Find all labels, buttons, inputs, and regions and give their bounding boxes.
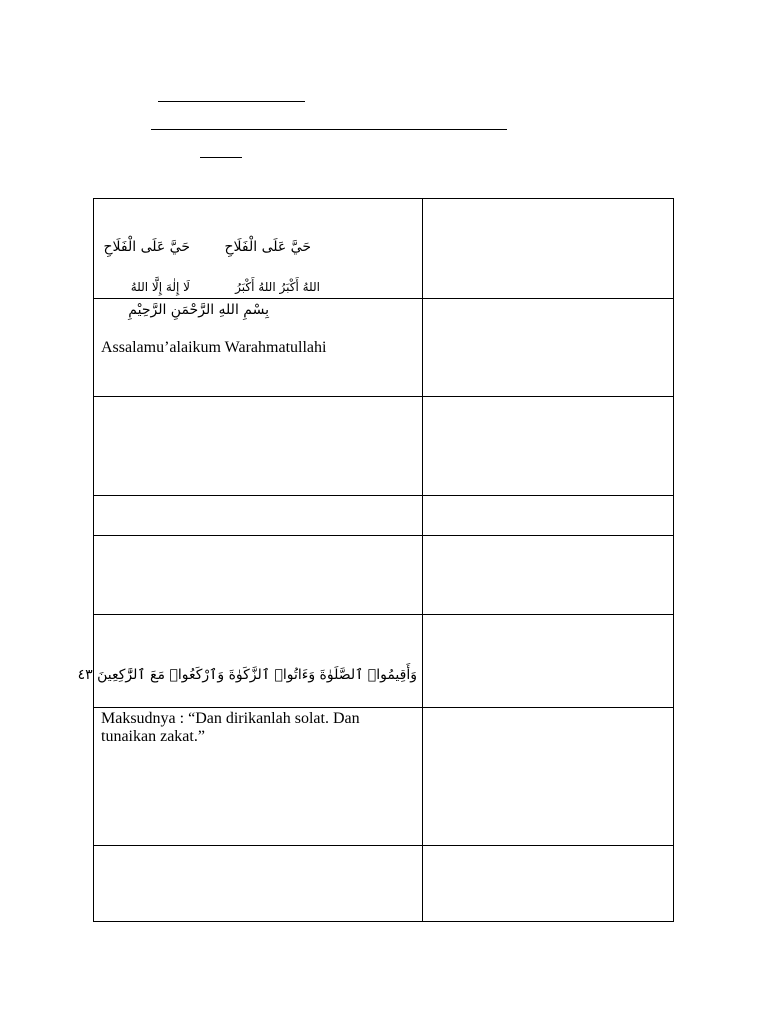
meaning-line-1: Maksudnya : “Dan dirikanlah solat. Dan [101, 710, 360, 727]
table-row [94, 707, 673, 845]
table-row [94, 298, 673, 396]
greeting-text: Assalamu’alaikum Warahmatullahi [101, 339, 327, 356]
quran-verse: وَأَقِيمُوا۟ ٱلصَّلَوٰةَ وَءَاتُوا۟ ٱلزَّكَوٰةَ وَٱرْكَعُوا۟ مَعَ ٱلرَّٰكِعِينَ ٤٣ [77, 667, 417, 683]
azan-hayya-right: حَيَّ عَلَى الْفَلَاحِ [224, 239, 311, 255]
worksheet-table [77, 198, 674, 922]
table-row [94, 535, 673, 614]
table-row [77, 614, 673, 707]
azan-hayya-left: حَيَّ عَلَى الْفَلَاحِ [103, 239, 190, 255]
table-row [94, 199, 673, 298]
basmalah-text: بِسْمِ اللهِ الرَّحْمَنِ الرَّحِيْمِ [128, 302, 269, 318]
table-row [94, 845, 673, 923]
blank-line-tiny [200, 157, 242, 158]
azan-tahlil: لَا إِلٰهَ إِلَّا اللهُ [130, 280, 190, 294]
meaning-line-2: tunaikan zakat.” [101, 728, 205, 745]
table-row [94, 396, 673, 495]
blank-line-short [158, 101, 305, 102]
table-row [94, 495, 673, 535]
blank-line-long [151, 129, 507, 130]
azan-takbir: اللهُ أَكْبَرُ اللهُ أَكْبَرُ [235, 280, 320, 294]
